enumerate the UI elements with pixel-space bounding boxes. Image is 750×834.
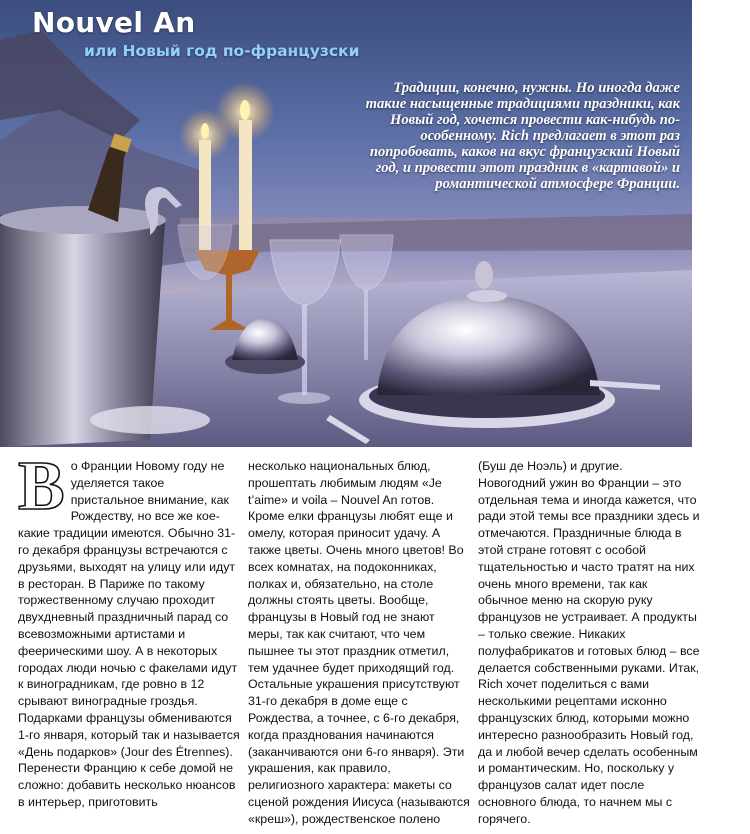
- dinner-table-illustration: [0, 0, 692, 447]
- paragraph: Перенести Францию к себе домой не сложно: добавить несколько нюансов в интерьер, приготовить: [18, 761, 236, 809]
- article-subtitle: или Новый год по-французски: [84, 42, 360, 60]
- paragraph: Кроме елки французы любят еще и омелу, которая приносит удачу. А также цветы. Очень много цветов! Во всех комнатах, на подоконниках, полках и, обязательно, на столе должны стоять цветы. Вообще, французы в Новый год не знают меры, так как считают, что чем пышнее ты этот праздник отметил, тем удачнее будет приходящий год.: [248, 509, 464, 675]
- article-column-2: [248, 458, 470, 828]
- paragraph: (Буш де Ноэль) и другие.: [478, 459, 623, 473]
- paragraph: Остальные украшения присутствуют 31-го декабря в доме еще с Рождества, а точнее, с 6-го декабря, когда празднования начинаются (заканчиваются они 6-го января). Эти украшения, как правило, религиозного характера: макеты со сценой рождения Иисуса (называются «креш»), рождественское полено: [248, 677, 470, 826]
- paragraph: Новогодний ужин во Франции – это отдельная тема и иногда кажется, что ради этой темы все праздники здесь и отмечаются. Праздничные блюда в этой стране готовят с особой тщательностью и часто тратят на них очень много времени, так как обычное меню на скорую руку французов не устраивает. А продукты – только свежие. Никаких полуфабрикатов и готовых блюд – все делается собственными руками. Итак, Rich хочет поделиться с вами несколькими рецептами исконно французских блюд, которыми можно интересно разнообразить Новый год, да и любой вечер сделать особенным и романтическим. Но, поскольку у французов салат идет после основного блюда, то начнем мы с горячего.: [478, 475, 700, 826]
- drop-cap: В: [18, 448, 65, 525]
- paragraph: несколько национальных блюд, прошептать любимым людям «Je t’aime» и voila – Nouvel An готов.: [248, 459, 442, 507]
- article-title: Nouvel An: [32, 6, 196, 39]
- article-column-3: [478, 458, 700, 828]
- article-lead: Традиции, конечно, нужны. Но иногда даже такие насыщенные традициями праздники, как Новый год, хочется провести как-нибудь по-особенному. Rich предлагает в этот раз попробовать, каков на вкус французский Новый год, и провести этот праздник в «картавой» и романтической атмосфере Франции.: [365, 80, 680, 192]
- hero-photo: [0, 0, 692, 447]
- article-column-1: [18, 448, 240, 811]
- paragraph: о Франции Новому году не уделяется такое пристальное внимание, как Рождеству, но все же кое-какие традиции имеются. Обычно 31-го декабря французы встречаются с друзьями, выходят на улицу или идут в ресторан. В Париже по такому торжественному случаю проходит двухдневный праздничный парад со всевозможными артистами и феерическими шоу. А в некоторых городах люди ночью с факелами идут к виноградникам, где ровно в 12 срывают виноградные гроздья. Подарками французы обмениваются 1-го января, который так и называется «День подарков» (Jour des Étrennes).: [18, 459, 240, 759]
